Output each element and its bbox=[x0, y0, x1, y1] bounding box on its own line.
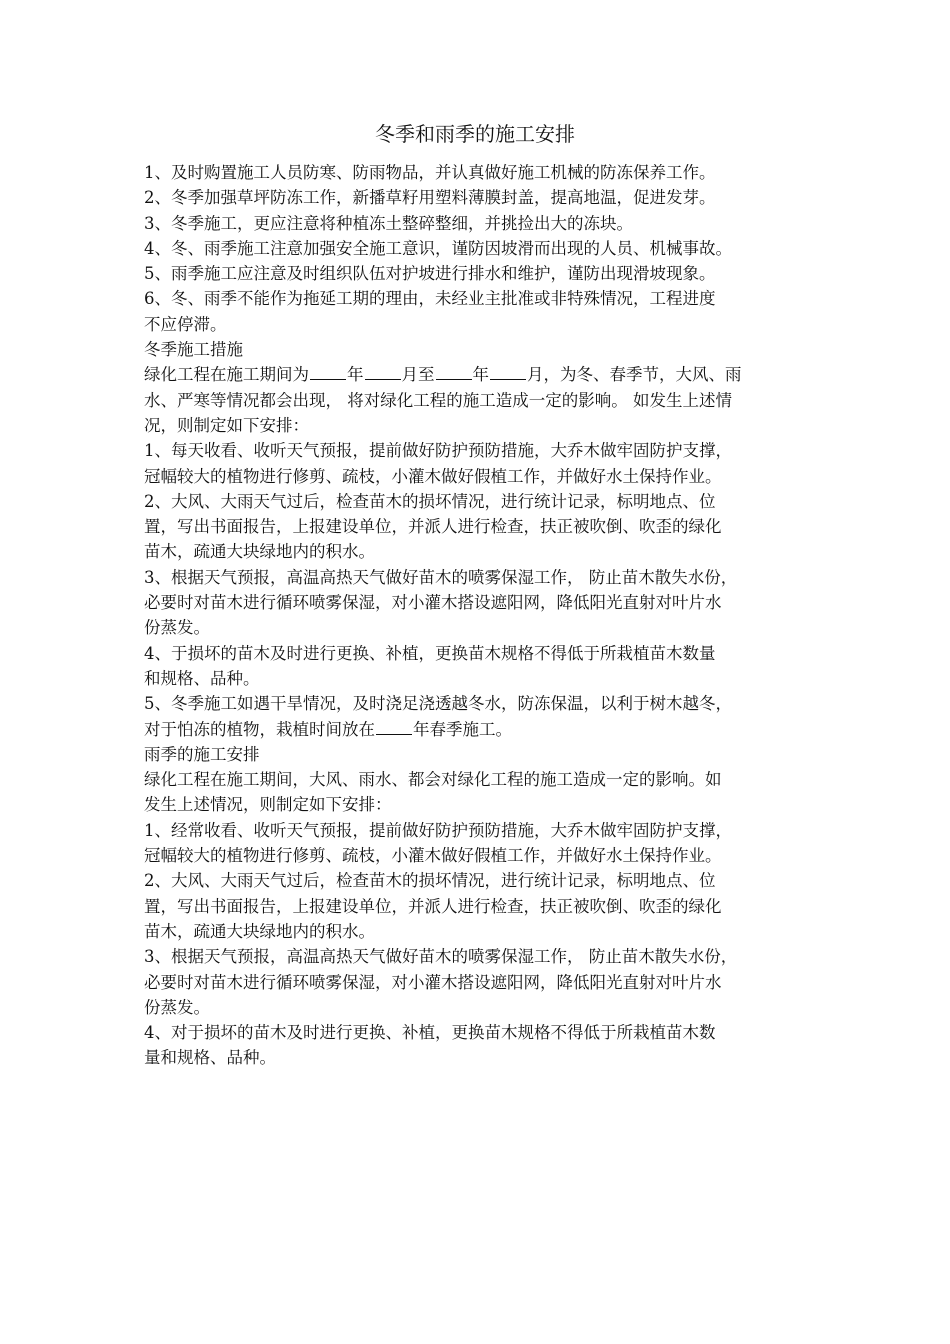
text-segment: 对于怕冻的植物，栽植时间放在 bbox=[144, 719, 375, 739]
text-line: 和规格、品种。 bbox=[144, 668, 260, 688]
text-line: 份蒸发。 bbox=[144, 997, 210, 1017]
text-segment: 年 bbox=[347, 365, 364, 385]
text-line: 置，写出书面报告，上报建设单位，并派人进行检查，扶正被吹倒、吹歪的绿化 bbox=[144, 517, 722, 537]
text-line: 绿化工程在施工期间，大风、雨水、都会对绿化工程的施工造成一定的影响。如 bbox=[144, 770, 722, 790]
text-line: 1、及时购置施工人员防寒、防雨物品，并认真做好施工机械的防冻保养工作。 bbox=[144, 163, 716, 182]
text-line: 冬季施工措施 bbox=[144, 340, 243, 360]
text-line: 苗木，疏通大块绿地内的积水。 bbox=[144, 921, 375, 941]
fill-in-blank bbox=[376, 717, 412, 735]
text-line: 发生上述情况，则制定如下安排： bbox=[144, 795, 392, 815]
fill-in-blank bbox=[365, 362, 401, 380]
text-line: 雨季的施工安排 bbox=[144, 744, 260, 764]
text-line: 6、冬、雨季不能作为拖延工期的理由，未经业主批准或非特殊情况，工程进度 bbox=[144, 289, 716, 309]
text-line: 4、对于损坏的苗木及时进行更换、补植，更换苗木规格不得低于所栽植苗木数 bbox=[144, 1023, 716, 1043]
text-line: 5、冬季施工如遇干旱情况，及时浇足浇透越冬水，防冻保温，以利于树木越冬， bbox=[144, 694, 732, 714]
text-line: 不应停滞。 bbox=[144, 314, 227, 334]
text-line: 3、根据天气预报，高温高热天气做好苗木的喷雾保湿工作， 防止苗木散失水份， bbox=[144, 567, 738, 587]
fill-in-blank bbox=[436, 362, 472, 380]
text-line: 苗木，疏通大块绿地内的积水。 bbox=[144, 542, 375, 562]
text-segment: 年春季施工。 bbox=[413, 719, 512, 739]
text-line: 3、根据天气预报，高温高热天气做好苗木的喷雾保湿工作， 防止苗木散失水份， bbox=[144, 947, 738, 967]
text-line: 冠幅较大的植物进行修剪、疏枝，小灌木做好假植工作，并做好水土保持作业。 bbox=[144, 466, 722, 486]
text-segment: 月至 bbox=[401, 365, 435, 385]
text-line: 必要时对苗木进行循环喷雾保湿，对小灌木搭设遮阳网，降低阳光直射对叶片水 bbox=[144, 593, 722, 613]
text-line: 4、冬、雨季施工注意加强安全施工意识，谨防因坡滑而出现的人员、机械事故。 bbox=[144, 238, 732, 258]
fill-in-blank bbox=[490, 362, 526, 380]
text-segment: 月，为冬、春季节，大风、雨 bbox=[527, 365, 742, 385]
document-body bbox=[144, 160, 810, 1071]
text-line: 水、严寒等情况都会出现， 将对绿化工程的施工造成一定的影响。 如发生上述情 bbox=[144, 390, 732, 410]
document-title: 冬季和雨季的施工安排 bbox=[375, 122, 575, 146]
text-line: 冠幅较大的植物进行修剪、疏枝，小灌木做好假植工作，并做好水土保持作业。 bbox=[144, 846, 722, 866]
text-line: 量和规格、品种。 bbox=[144, 1048, 276, 1068]
text-line: 2、冬季加强草坪防冻工作，新播草籽用塑料薄膜封盖，提高地温，促进发芽。 bbox=[144, 188, 716, 208]
text-line bbox=[144, 717, 810, 742]
text-line: 4、于损坏的苗木及时进行更换、补植，更换苗木规格不得低于所栽植苗木数量 bbox=[144, 643, 716, 663]
text-line: 必要时对苗木进行循环喷雾保湿，对小灌木搭设遮阳网，降低阳光直射对叶片水 bbox=[144, 972, 722, 992]
text-segment: 年 bbox=[472, 365, 489, 385]
text-line: 5、雨季施工应注意及时组织队伍对护坡进行排水和维护，谨防出现滑坡现象。 bbox=[144, 264, 716, 284]
text-segment: 绿化工程在施工期间为 bbox=[144, 365, 309, 385]
text-line: 况，则制定如下安排： bbox=[144, 415, 309, 435]
text-line: 1、每天收看、收听天气预报，提前做好防护预防措施，大乔木做牢固防护支撑， bbox=[144, 441, 732, 461]
text-line: 置，写出书面报告，上报建设单位，并派人进行检查，扶正被吹倒、吹歪的绿化 bbox=[144, 896, 722, 916]
text-line: 1、经常收看、收听天气预报，提前做好防护预防措施，大乔木做牢固防护支撑， bbox=[144, 820, 732, 840]
fill-in-blank bbox=[310, 362, 346, 380]
text-line bbox=[144, 362, 810, 387]
text-line: 份蒸发。 bbox=[144, 618, 210, 638]
text-line: 3、冬季施工，更应注意将种植冻土整碎整细，并挑捡出大的冻块。 bbox=[144, 213, 633, 233]
text-line: 2、大风、大雨天气过后，检查苗木的损坏情况，进行统计记录，标明地点、位 bbox=[144, 871, 716, 891]
text-line: 2、大风、大雨天气过后，检查苗木的损坏情况，进行统计记录，标明地点、位 bbox=[144, 491, 716, 511]
